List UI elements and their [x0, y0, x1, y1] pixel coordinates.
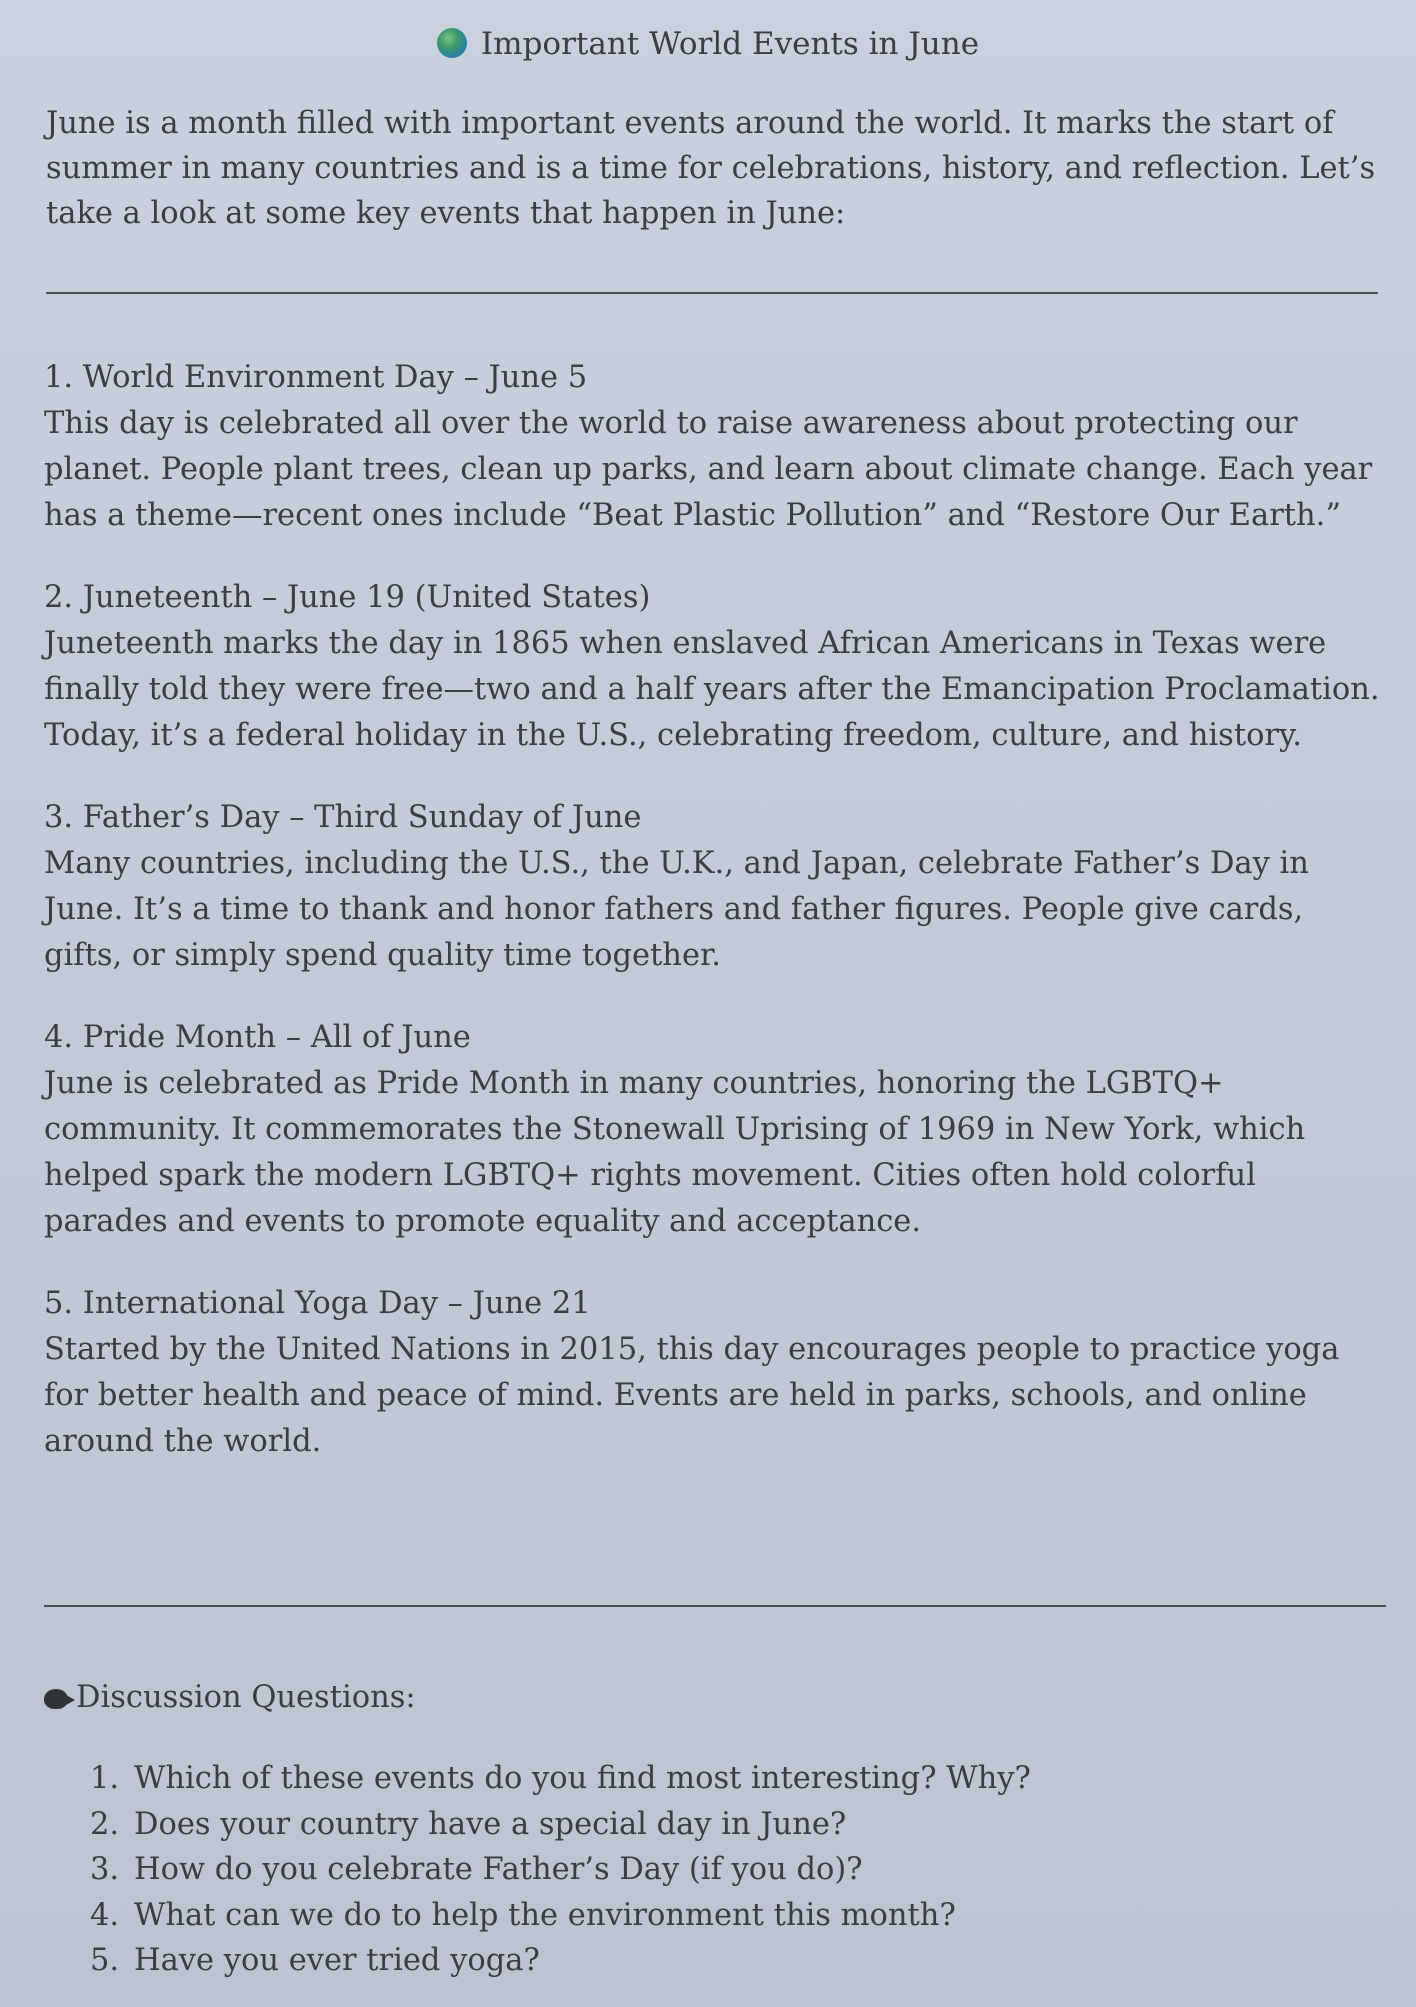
event-item	[44, 795, 1384, 979]
event-body: Juneteenth marks the day in 1865 when enslaved African Americans in Texas were finally told they were free—two and a half years after the Emancipation Proclamation. Today, it’s a federal holiday in the U.S., celebrating freedom, culture, and history.	[44, 626, 1380, 753]
globe-icon	[437, 28, 467, 58]
question-number: 2.	[90, 1806, 120, 1842]
page-title-text: Important World Events in June	[480, 26, 980, 62]
discussion-heading	[44, 1676, 1384, 1720]
event-heading: 5. International Yoga Day – June 21	[44, 1286, 591, 1321]
events-list	[44, 355, 1384, 1465]
event-item	[44, 1281, 1384, 1465]
list-item	[90, 1802, 1384, 1848]
event-body: This day is celebrated all over the world to raise awareness about protecting our planet. People plant trees, clean up parks, and learn about climate change. Each year has a theme—recent ones include “Beat Plastic Pollution” and “Restore Our Earth.”	[44, 406, 1373, 533]
question-number: 1.	[90, 1761, 120, 1796]
discussion-questions	[44, 1756, 1384, 1984]
page-title	[0, 22, 1416, 66]
list-item	[90, 1756, 1384, 1802]
question-text: Have you ever tried yoga?	[134, 1943, 540, 1978]
divider-top	[46, 292, 1378, 294]
event-heading: 3. Father’s Day – Third Sunday of June	[44, 800, 642, 835]
question-text: What can we do to help the environment this month?	[134, 1897, 956, 1933]
event-item	[44, 355, 1384, 539]
list-item	[90, 1847, 1384, 1893]
event-item	[44, 1015, 1384, 1245]
discussion-section	[44, 1676, 1384, 1984]
discussion-heading-text: Discussion Questions:	[76, 1680, 416, 1715]
event-heading: 2. Juneteenth – June 19 (United States)	[44, 580, 651, 615]
question-number: 5.	[90, 1943, 120, 1978]
event-heading: 4. Pride Month – All of June	[44, 1020, 471, 1055]
event-heading: 1. World Environment Day – June 5	[44, 360, 588, 395]
speech-bubble-icon	[44, 1689, 68, 1709]
event-body: Many countries, including the U.S., the U.K., and Japan, celebrate Father’s Day in June. It’s a time to thank and honor fathers and father figures. People give cards, gifts, or simply spend quality time together.	[44, 846, 1309, 973]
question-number: 4.	[90, 1897, 120, 1933]
list-item	[90, 1893, 1384, 1939]
event-item	[44, 575, 1384, 759]
question-text: Does your country have a special day in June?	[134, 1806, 847, 1842]
intro-paragraph: June is a month filled with important events around the world. It marks the start of summer in many countries and is a time for celebrations, history, and reflection. Let’s take a look at some key events that happen in June:	[46, 106, 1376, 231]
event-body: Started by the United Nations in 2015, this day encourages people to practice yoga for better health and peace of mind. Events are held in parks, schools, and online around the world.	[44, 1332, 1340, 1459]
divider-bottom	[44, 1605, 1386, 1607]
question-number: 3.	[90, 1852, 120, 1887]
question-text: How do you celebrate Father’s Day (if you do)?	[134, 1852, 863, 1887]
question-text: Which of these events do you find most interesting? Why?	[134, 1761, 1031, 1796]
event-body: June is celebrated as Pride Month in many countries, honoring the LGBTQ+ community. It commemorates the Stonewall Uprising of 1969 in New York, which helped spark the modern LGBTQ+ rights movement. Cities often hold colorful parades and events to promote equality and acceptance.	[44, 1066, 1306, 1239]
list-item	[90, 1938, 1384, 1984]
